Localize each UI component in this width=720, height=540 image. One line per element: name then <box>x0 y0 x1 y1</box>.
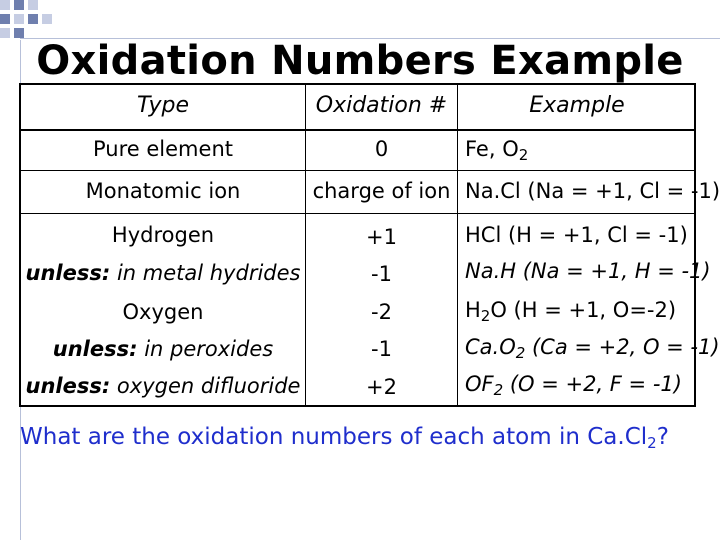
example-pure-element: Fe, $O_2$ <box>465 137 529 164</box>
type-metal-hydrides: unless: in metal hydrides <box>25 261 301 285</box>
type-monatomic-ion: Monatomic ion <box>85 179 241 203</box>
row-divider <box>21 170 694 171</box>
header-divider <box>21 129 694 131</box>
example-oxygen: $H_2O$ (H = +1, O=-2) <box>465 298 677 325</box>
type-hydrogen: Hydrogen <box>111 223 215 247</box>
ox-oxygen-difluoride: +2 <box>366 375 397 399</box>
ox-monatomic-ion: charge of ion <box>312 179 451 203</box>
page-title: Oxidation Numbers Example <box>36 38 684 84</box>
example-monatomic-ion: Na.Cl (Na = +1, Cl = -1) <box>465 179 720 203</box>
question-text: What are the oxidation numbers of each atom in $Ca.Cl_2$? <box>20 424 669 452</box>
ox-pure-element: 0 <box>374 137 389 161</box>
ox-hydrogen: +1 <box>366 225 397 249</box>
oxidation-table <box>19 83 720 407</box>
row-divider <box>21 213 694 214</box>
ox-peroxides: -1 <box>371 337 392 361</box>
header-type: Type <box>136 93 190 118</box>
type-peroxides: unless: in peroxides <box>52 337 274 361</box>
column-divider <box>457 85 458 405</box>
type-oxygen-difluoride: unless: oxygen difluoride <box>25 374 301 398</box>
example-metal-hydrides: Na.H (Na = +1, H = -1) <box>465 259 711 283</box>
example-peroxides: $Ca.O_2$ (Ca = +2, O = -1) <box>465 335 720 362</box>
example-oxygen-difluoride: $OF_2$ (O = +2, F = -1) <box>465 372 682 399</box>
type-pure-element: Pure element <box>93 137 233 161</box>
header-example: Example <box>529 93 625 118</box>
type-oxygen: Oxygen <box>122 300 204 324</box>
ox-oxygen: -2 <box>371 300 392 324</box>
example-hydrogen: HCl (H = +1, Cl = -1) <box>465 223 688 247</box>
ox-metal-hydrides: -1 <box>371 262 392 286</box>
header-oxidation: Oxidation # <box>315 93 448 118</box>
